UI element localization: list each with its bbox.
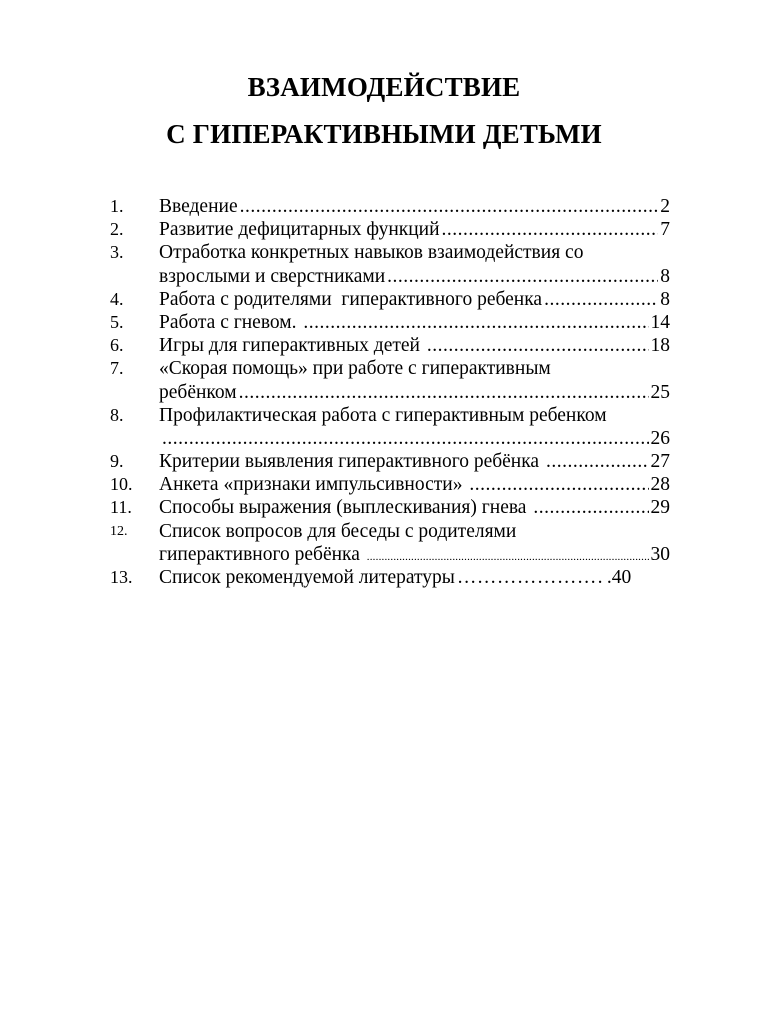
toc-item-number: 7. (110, 358, 124, 379)
toc-item-title: Список вопросов для беседы с родителями (159, 520, 517, 542)
toc-item (110, 334, 670, 357)
toc-item-number: 8. (110, 404, 124, 425)
title-line-1: ВЗАИМОДЕЙСТВИЕ (247, 72, 521, 102)
toc-item (110, 195, 670, 218)
toc-item-title: Игры для гиперактивных детей (159, 335, 425, 357)
toc-item-number: 4. (110, 288, 124, 309)
toc-item-page: 25 (650, 381, 670, 403)
toc-leader-dots (442, 218, 659, 241)
toc-item-title-cont: взрослыми и сверстниками (159, 265, 386, 287)
toc-item (110, 496, 670, 519)
toc-item-title-cont: гиперактивного ребёнка (159, 543, 365, 565)
toc-leader-dots (387, 265, 658, 288)
toc-item-number: 11. (110, 497, 132, 518)
toc-item-page: 8 (660, 265, 670, 287)
toc-item-page: 2 (660, 196, 670, 217)
toc-leader-dots (239, 381, 649, 404)
toc-leader-dots (533, 496, 648, 519)
toc-item (110, 473, 670, 496)
toc-item-title: Развитие дефицитарных функций (159, 219, 440, 241)
toc-item-page: 30 (650, 543, 670, 565)
toc-item-title: Отработка конкретных навыков взаимодействия со (159, 242, 584, 264)
toc-item-page: 29 (650, 497, 670, 519)
toc-leader-dots (303, 311, 648, 334)
toc-item (110, 357, 670, 403)
toc-item-page: 14 (650, 311, 670, 333)
toc-item-number: 3. (110, 242, 124, 263)
toc-item (110, 241, 670, 287)
toc-item (110, 404, 670, 450)
toc-item-page: 26 (650, 427, 670, 449)
toc-item-title: Критерии выявления гиперактивного ребёнка (159, 451, 544, 473)
toc-item-title: Анкета «признаки импульсивности» (159, 474, 468, 496)
toc-item-number: 5. (110, 311, 124, 332)
toc-item-number: 13. (110, 567, 133, 587)
toc-item (110, 450, 670, 473)
toc-item-number: 2. (110, 219, 124, 240)
toc-item-page: .40 (606, 567, 632, 588)
toc-item-page: 8 (660, 288, 670, 310)
toc-item-number: 10. (110, 474, 133, 495)
toc-item (110, 311, 670, 334)
table-of-contents (110, 195, 670, 589)
toc-leader-dots (240, 195, 659, 218)
toc-item-page: 18 (650, 335, 670, 357)
toc-item (110, 566, 670, 589)
toc-leader-dots (469, 473, 648, 496)
toc-item-page: 28 (650, 474, 670, 496)
toc-leader-dots (544, 288, 658, 311)
toc-item-number: 1. (110, 196, 124, 216)
toc-item (110, 218, 670, 241)
toc-leader-dots (162, 427, 649, 450)
toc-item-title: «Скорая помощь» при работе с гиперактивным (159, 358, 551, 380)
toc-item (110, 520, 670, 566)
toc-item-page: 7 (660, 219, 670, 241)
toc-item-number: 12. (110, 523, 128, 539)
toc-item-title: Введение (159, 196, 238, 217)
title-line-2: С ГИПЕРАКТИВНЫМИ ДЕТЬМИ (166, 119, 602, 149)
toc-item-title: Работа с гневом. (159, 311, 302, 333)
toc-item-number: 6. (110, 335, 124, 356)
toc-item-title: Список рекомендуемой литературы (159, 567, 455, 588)
toc-item-title: Работа с родителями гиперактивного ребенка (159, 288, 543, 310)
toc-item-title: Профилактическая работа с гиперактивным ребенком (159, 404, 607, 426)
toc-leader-dots (427, 334, 649, 357)
toc-leader-dots (546, 450, 649, 473)
toc-item (110, 288, 670, 311)
toc-item-title-cont: ребёнком (159, 381, 237, 403)
toc-item-number: 9. (110, 451, 124, 472)
toc-leader-dots (457, 566, 605, 589)
toc-item-page: 27 (650, 451, 670, 473)
toc-item-title: Способы выражения (выплескивания) гнева (159, 497, 532, 519)
